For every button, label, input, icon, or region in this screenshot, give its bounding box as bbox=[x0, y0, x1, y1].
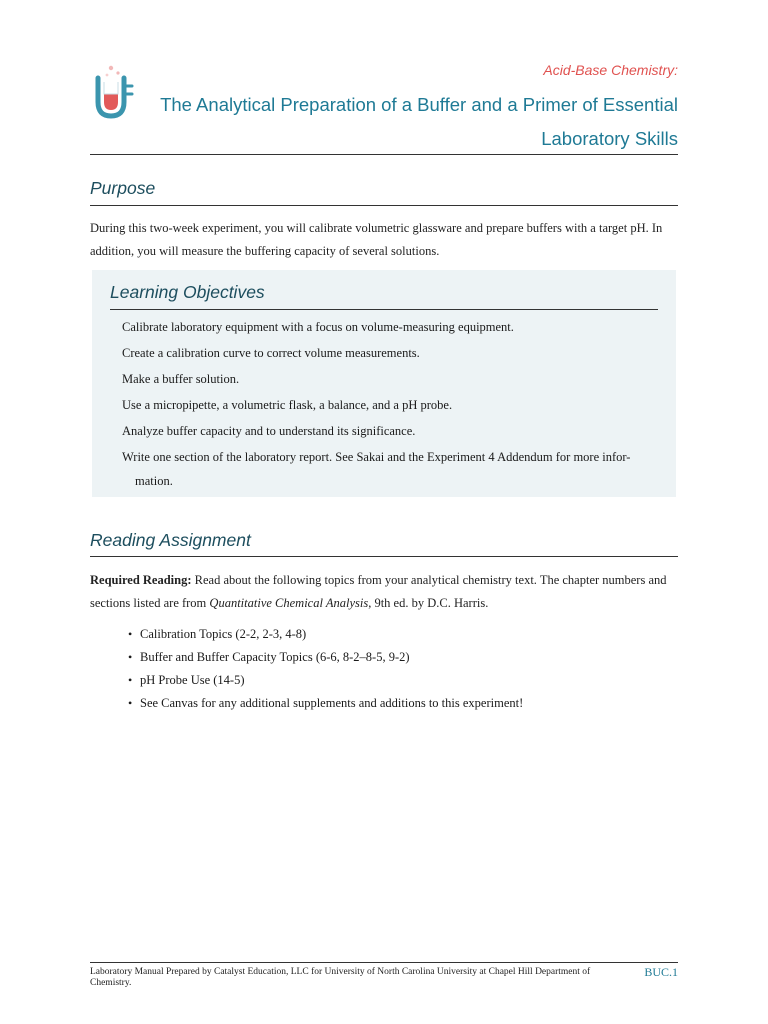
objective-item: Create a calibration curve to correct volume measurements. bbox=[122, 346, 420, 360]
bullet-icon: • bbox=[128, 673, 133, 687]
topic-text: See Canvas for any additional supplements and additions to this experiment! bbox=[140, 696, 524, 710]
objective-item: Calibrate laboratory equipment with a focus on volume-measuring equipment. bbox=[122, 320, 514, 334]
bullet-icon: • bbox=[128, 650, 133, 664]
reading-text-part-2: , 9th ed. by D.C. Harris. bbox=[368, 596, 489, 610]
learning-objectives-heading: Learning Objectives bbox=[110, 282, 265, 302]
objective-item: Write one section of the laboratory report. See Sakai and the Experiment 4 Addendum for more infor- bbox=[122, 450, 631, 464]
required-reading-label: Required Reading: bbox=[90, 573, 192, 587]
footer-divider bbox=[90, 962, 678, 963]
reading-divider bbox=[90, 556, 678, 557]
list-item bbox=[128, 623, 523, 646]
learning-objectives-list bbox=[122, 316, 658, 496]
purpose-divider bbox=[90, 205, 678, 206]
footer-text: Laboratory Manual Prepared by Catalyst Education, LLC for University of North Carolina University at Chapel Hill Department of Chemistry. bbox=[90, 967, 591, 988]
page-number: BUC.1 bbox=[644, 965, 678, 979]
bullet-icon: • bbox=[128, 696, 133, 710]
purpose-text: During this two-week experiment, you will calibrate volumetric glassware and prepare buffers with a target pH. In addition, you will measure the buffering capacity of several solutions. bbox=[90, 221, 663, 258]
topic-text: pH Probe Use (14-5) bbox=[140, 673, 245, 687]
reading-heading: Reading Assignment bbox=[90, 530, 251, 550]
book-title: Quantitative Chemical Analysis bbox=[209, 596, 369, 610]
header-divider bbox=[90, 154, 678, 155]
topic-text: Buffer and Buffer Capacity Topics (6-6, 8-2–8-5, 9-2) bbox=[140, 650, 410, 664]
list-item bbox=[128, 669, 523, 692]
objective-item-continuation: mation. bbox=[135, 473, 173, 488]
list-item bbox=[128, 692, 523, 715]
topic-text: Calibration Topics (2-2, 2-3, 4-8) bbox=[140, 627, 307, 641]
reading-text-part-1: Read about the following topics from your analytical chemistry text. The chapter numbers and sections listed are from bbox=[90, 573, 667, 610]
bullet-icon: • bbox=[128, 627, 133, 641]
reading-text bbox=[90, 569, 678, 615]
objective-item: Make a buffer solution. bbox=[122, 372, 240, 386]
learning-objectives-divider bbox=[110, 309, 658, 310]
objective-item: Use a micropipette, a volumetric flask, a balance, and a pH probe. bbox=[122, 398, 453, 412]
learning-objectives-box bbox=[92, 270, 676, 497]
purpose-heading: Purpose bbox=[90, 178, 156, 198]
objective-item: Analyze buffer capacity and to understand its significance. bbox=[122, 424, 416, 438]
document-title: The Analytical Preparation of a Buffer and a Primer of Essential Laboratory Skills bbox=[160, 94, 678, 149]
document-subtitle: Acid-Base Chemistry: bbox=[543, 62, 678, 78]
reading-topics-list bbox=[128, 623, 523, 715]
list-item bbox=[128, 646, 523, 669]
